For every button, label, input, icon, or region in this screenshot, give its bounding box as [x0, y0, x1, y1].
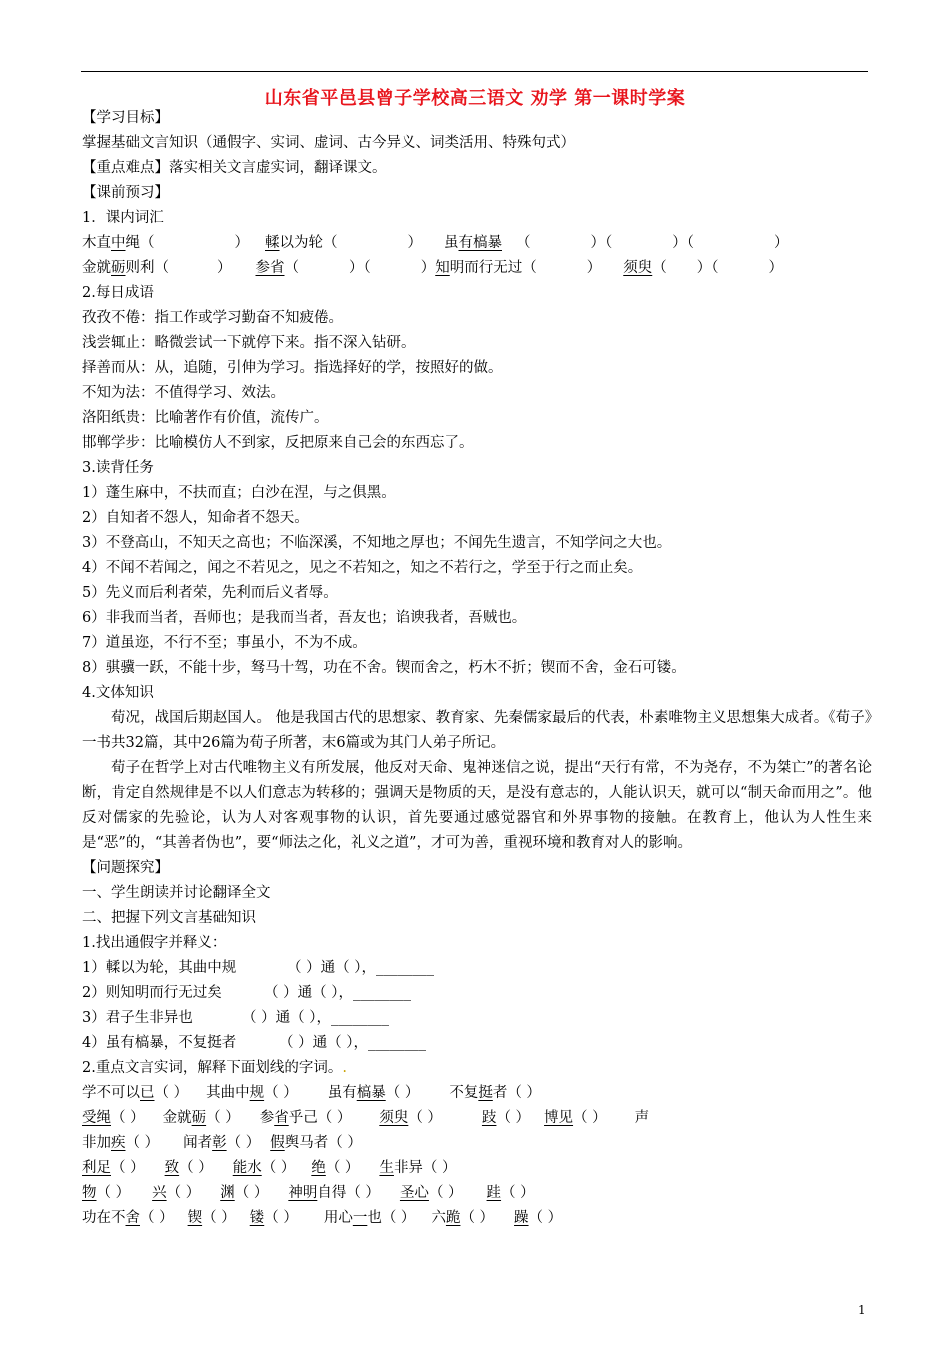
tongjia-item: 3）君子生非异也 （ ）通（ ），________: [82, 1010, 389, 1026]
preview-heading: 【课前预习】: [82, 185, 169, 201]
header-rule: [81, 71, 868, 72]
document-title: 山东省平邑县曾子学校高三语文 劝学 第一课时学案: [264, 88, 686, 109]
shici-row-4: 利足（ ） 致（ ） 能水（ ） 绝（ ） 生非异（ ）: [82, 1160, 457, 1176]
recite-item: 3）不登高山，不知天之高也；不临深溪，不知地之厚也；不闻先生遗言，不知学问之大也。: [82, 535, 672, 551]
vocab-heading: 1．课内词汇: [82, 210, 164, 226]
recite-item: 4）不闻不若闻之，闻之不若见之，见之不若知之，知之不若行之，学至于行之而止矣。: [82, 560, 643, 576]
shici-row-3: 非加疾（ ） 闻者彰（ ） 假舆马者（ ）: [82, 1135, 362, 1151]
idiom-item: 洛阳纸贵：比喻著作有价值，流传广。: [82, 410, 329, 426]
idioms-heading: 2.每日成语: [82, 285, 154, 301]
goal-text: 掌握基础文言知识（通假字、实词、虚词、古今异义、词类活用、特殊句式）: [82, 135, 575, 151]
shici-heading: 2.重点文言实词，解释下面划线的字词。.: [82, 1060, 347, 1076]
recite-item: 2）自知者不怨人，知命者不怨天。: [82, 510, 309, 526]
key-points: 【重点难点】落实相关文言虚实词，翻译课文。: [82, 160, 387, 176]
recite-item: 5）先义而后利者荣，先利而后义者辱。: [82, 585, 338, 601]
recite-item: 6）非我而当者，吾师也；是我而当者，吾友也；谄谀我者，吾贼也。: [82, 610, 527, 626]
idiom-item: 浅尝辄止：略微尝试一下就停下来。指不深入钻研。: [82, 335, 416, 351]
explore-item-2: 二、把握下列文言基础知识: [82, 910, 256, 926]
tongjia-item: 4）虽有槁暴，不复挺者 （ ）通（ ），________: [82, 1035, 426, 1051]
goal-heading: 【学习目标】: [82, 110, 169, 126]
tongjia-item: 1）輮以为轮，其曲中规 （ ）通（ ），________: [82, 960, 434, 976]
tongjia-item: 2）则知明而行无过矣 （ ）通（ ），________: [82, 985, 411, 1001]
document-body: [82, 106, 872, 1231]
genre-heading: 4.文体知识: [82, 685, 154, 701]
explore-item-1: 一、学生朗读并讨论翻译全文: [82, 885, 271, 901]
shici-row-6: 功在不舍（ ） 锲（ ） 镂（ ） 用心一也（ ） 六跪（ ） 躁（ ）: [82, 1210, 563, 1226]
recite-item: 7）道虽迩，不行不至；事虽小，不为不成。: [82, 635, 367, 651]
idiom-item: 择善而从：从，追随，引伸为学习。指选择好的学，按照好的做。: [82, 360, 503, 376]
idiom-item: 邯郸学步：比喻模仿人不到家，反把原来自己会的东西忘了。: [82, 435, 474, 451]
recite-item: 1）蓬生麻中，不扶而直；白沙在涅，与之俱黑。: [82, 485, 396, 501]
vocab-row-1: 木直中绳（ ） 輮以为轮（ ） 虽有槁暴 （ ）（ ）（ ）: [82, 235, 789, 251]
genre-paragraph-1: 荀况，战国后期赵国人。 他是我国古代的思想家、教育家、先秦儒家最后的代表，朴素唯物主义思想集大成者。《荀子》一书共32篇，其中26篇为荀子所著，末6篇或为其门人弟子所记。: [82, 710, 872, 751]
shici-row-2: 受绳（ ） 金就砺（ ） 参省乎己（ ） 须臾（ ） 跂（ ） 博见（ ） 声: [82, 1110, 650, 1126]
tongjia-heading: 1.找出通假字并释义：: [82, 935, 227, 951]
idiom-item: 孜孜不倦：指工作或学习勤奋不知疲倦。: [82, 310, 343, 326]
recite-heading: 3.读背任务: [82, 460, 154, 476]
explore-heading: 【问题探究】: [82, 860, 169, 876]
genre-paragraph-2: 荀子在哲学上对古代唯物主义有所发展，他反对天命、鬼神迷信之说，提出“天行有常，不为尧存，不为桀亡”的著名论断，肯定自然规律是不以人们意志为转移的；强调天是物质的天，是没有意志的，人能认识天，就可以“制天命而用之”。他反对儒家的先验论，认为人对客观事物的认识，首先要通过感觉器官和外界事物的接触。在教育上，他认为人性生来是“恶”的，“其善者伪也”，要“师法之化，礼义之道”，才可为善，重视环境和教育对人的影响。: [82, 760, 872, 851]
recite-item: 8）骐骥一跃，不能十步，驽马十驾，功在不舍。锲而舍之，朽木不折；锲而不舍，金石可镂。: [82, 660, 686, 676]
page-number: 1: [858, 1303, 866, 1317]
idiom-item: 不知为法：不值得学习、效法。: [82, 385, 285, 401]
shici-row-5: 物（ ） 兴（ ） 渊（ ） 神明自得（ ） 圣心（ ） 跬（ ）: [82, 1185, 535, 1201]
vocab-row-2: 金就砺则利（ ） 参省（ ）（ ）知明而行无过（ ） 须臾（ ）（ ）: [82, 260, 783, 276]
shici-row-1: 学不可以已（ ） 其曲中规（ ） 虽有槁暴（ ） 不复挺者（ ）: [82, 1085, 541, 1101]
